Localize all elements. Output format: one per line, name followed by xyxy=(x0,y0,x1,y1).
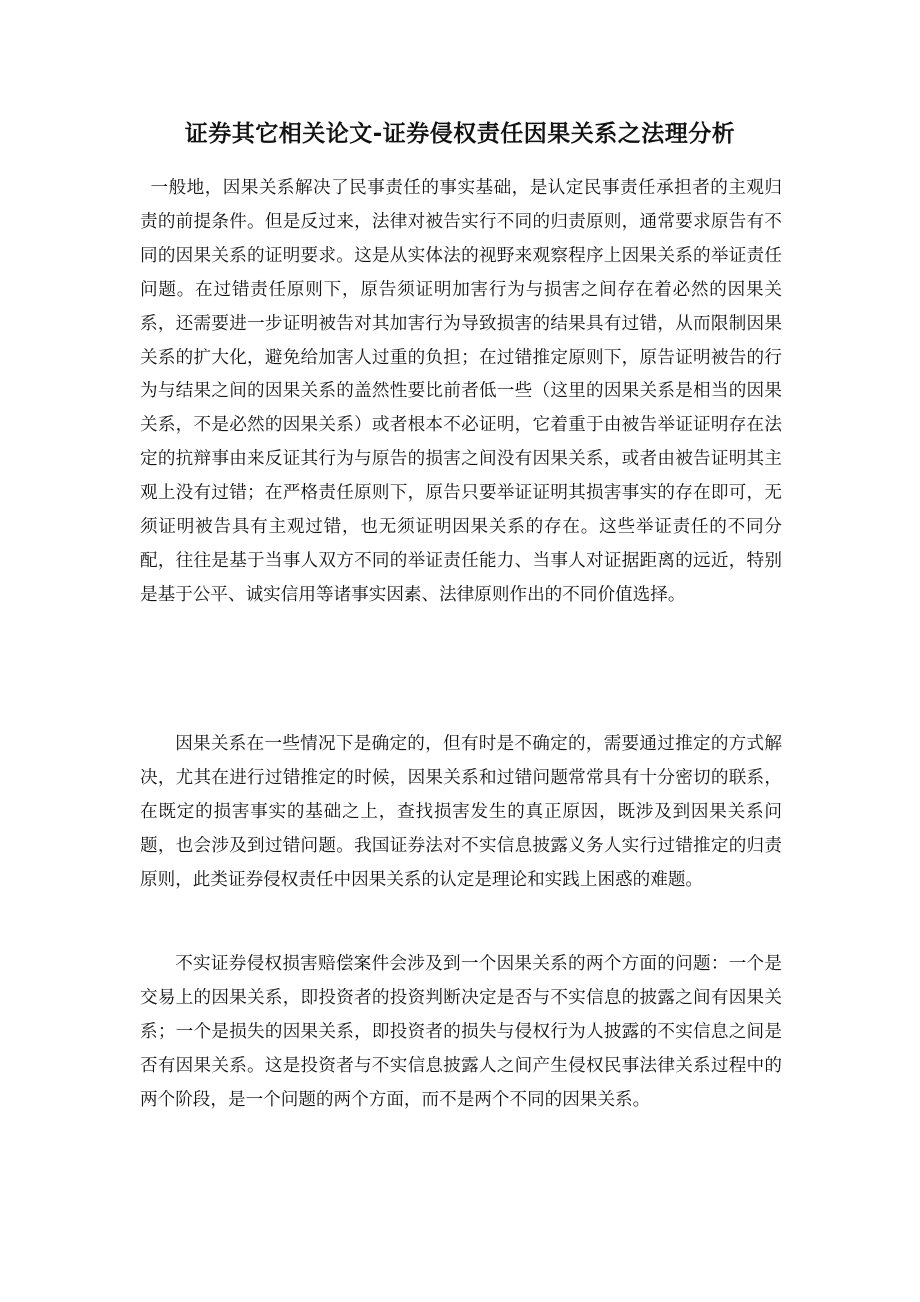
paragraph-2: 因果关系在一些情况下是确定的，但有时是不确定的，需要通过推定的方式解决，尤其在进行过错推定的时候，因果关系和过错问题常常具有十分密切的联系，在既定的损害事实的基础之上，查找损害发生的真正原因，既涉及到因果关系问题，也会涉及到过错问题。我国证券法对不实信息披露义务人实行过错推定的归责原则，此类证券侵权责任中因果关系的认定是理论和实践上困惑的难题。 xyxy=(140,734,782,890)
paragraph-1: 一般地，因果关系解决了民事责任的事实基础，是认定民事责任承担者的主观归责的前提条件。但是反过来，法律对被告实行不同的归责原则，通常要求原告有不同的因果关系的证明要求。这是从实体法的视野来观察程序上因果关系的举证责任问题。在过错责任原则下，原告须证明加害行为与损害之间存在着必然的因果关系，还需要进一步证明被告对其加害行为导致损害的结果具有过错，从而限制因果关系的扩大化，避免给加害人过重的负担；在过错推定原则下，原告证明被告的行为与结果之间的因果关系的盖然性要比前者低一些（这里的因果关系是相当的因果关系，不是必然的因果关系）或者根本不必证明，它着重于由被告举证证明存在法定的抗辩事由来反证其行为与原告的损害之间没有因果关系，或者由被告证明其主观上没有过错；在严格责任原则下，原告只要举证证明其损害事实的存在即可，无须证明被告具有主观过错，也无须证明因果关系的存在。这些举证责任的不同分配，往往是基于当事人双方不同的举证责任能力、当事人对证据距离的远近，特别是基于公平、诚实信用等诸事实因素、法律原则作出的不同价值选择。 xyxy=(140,178,782,605)
paragraph-3: 不实证券侵权损害赔偿案件会涉及到一个因果关系的两个方面的问题：一个是交易上的因果关系，即投资者的投资判断决定是否与不实信息的披露之间有因果关系；一个是损失的因果关系，即投资者的损失与侵权行为人披露的不实信息之间是否有因果关系。这是投资者与不实信息披露人之间产生侵权民事法律关系过程中的两个阶段，是一个问题的两个方面，而不是两个不同的因果关系。 xyxy=(140,954,782,1110)
document-title: 证券其它相关论文-证券侵权责任因果关系之法理分析 xyxy=(184,121,736,147)
